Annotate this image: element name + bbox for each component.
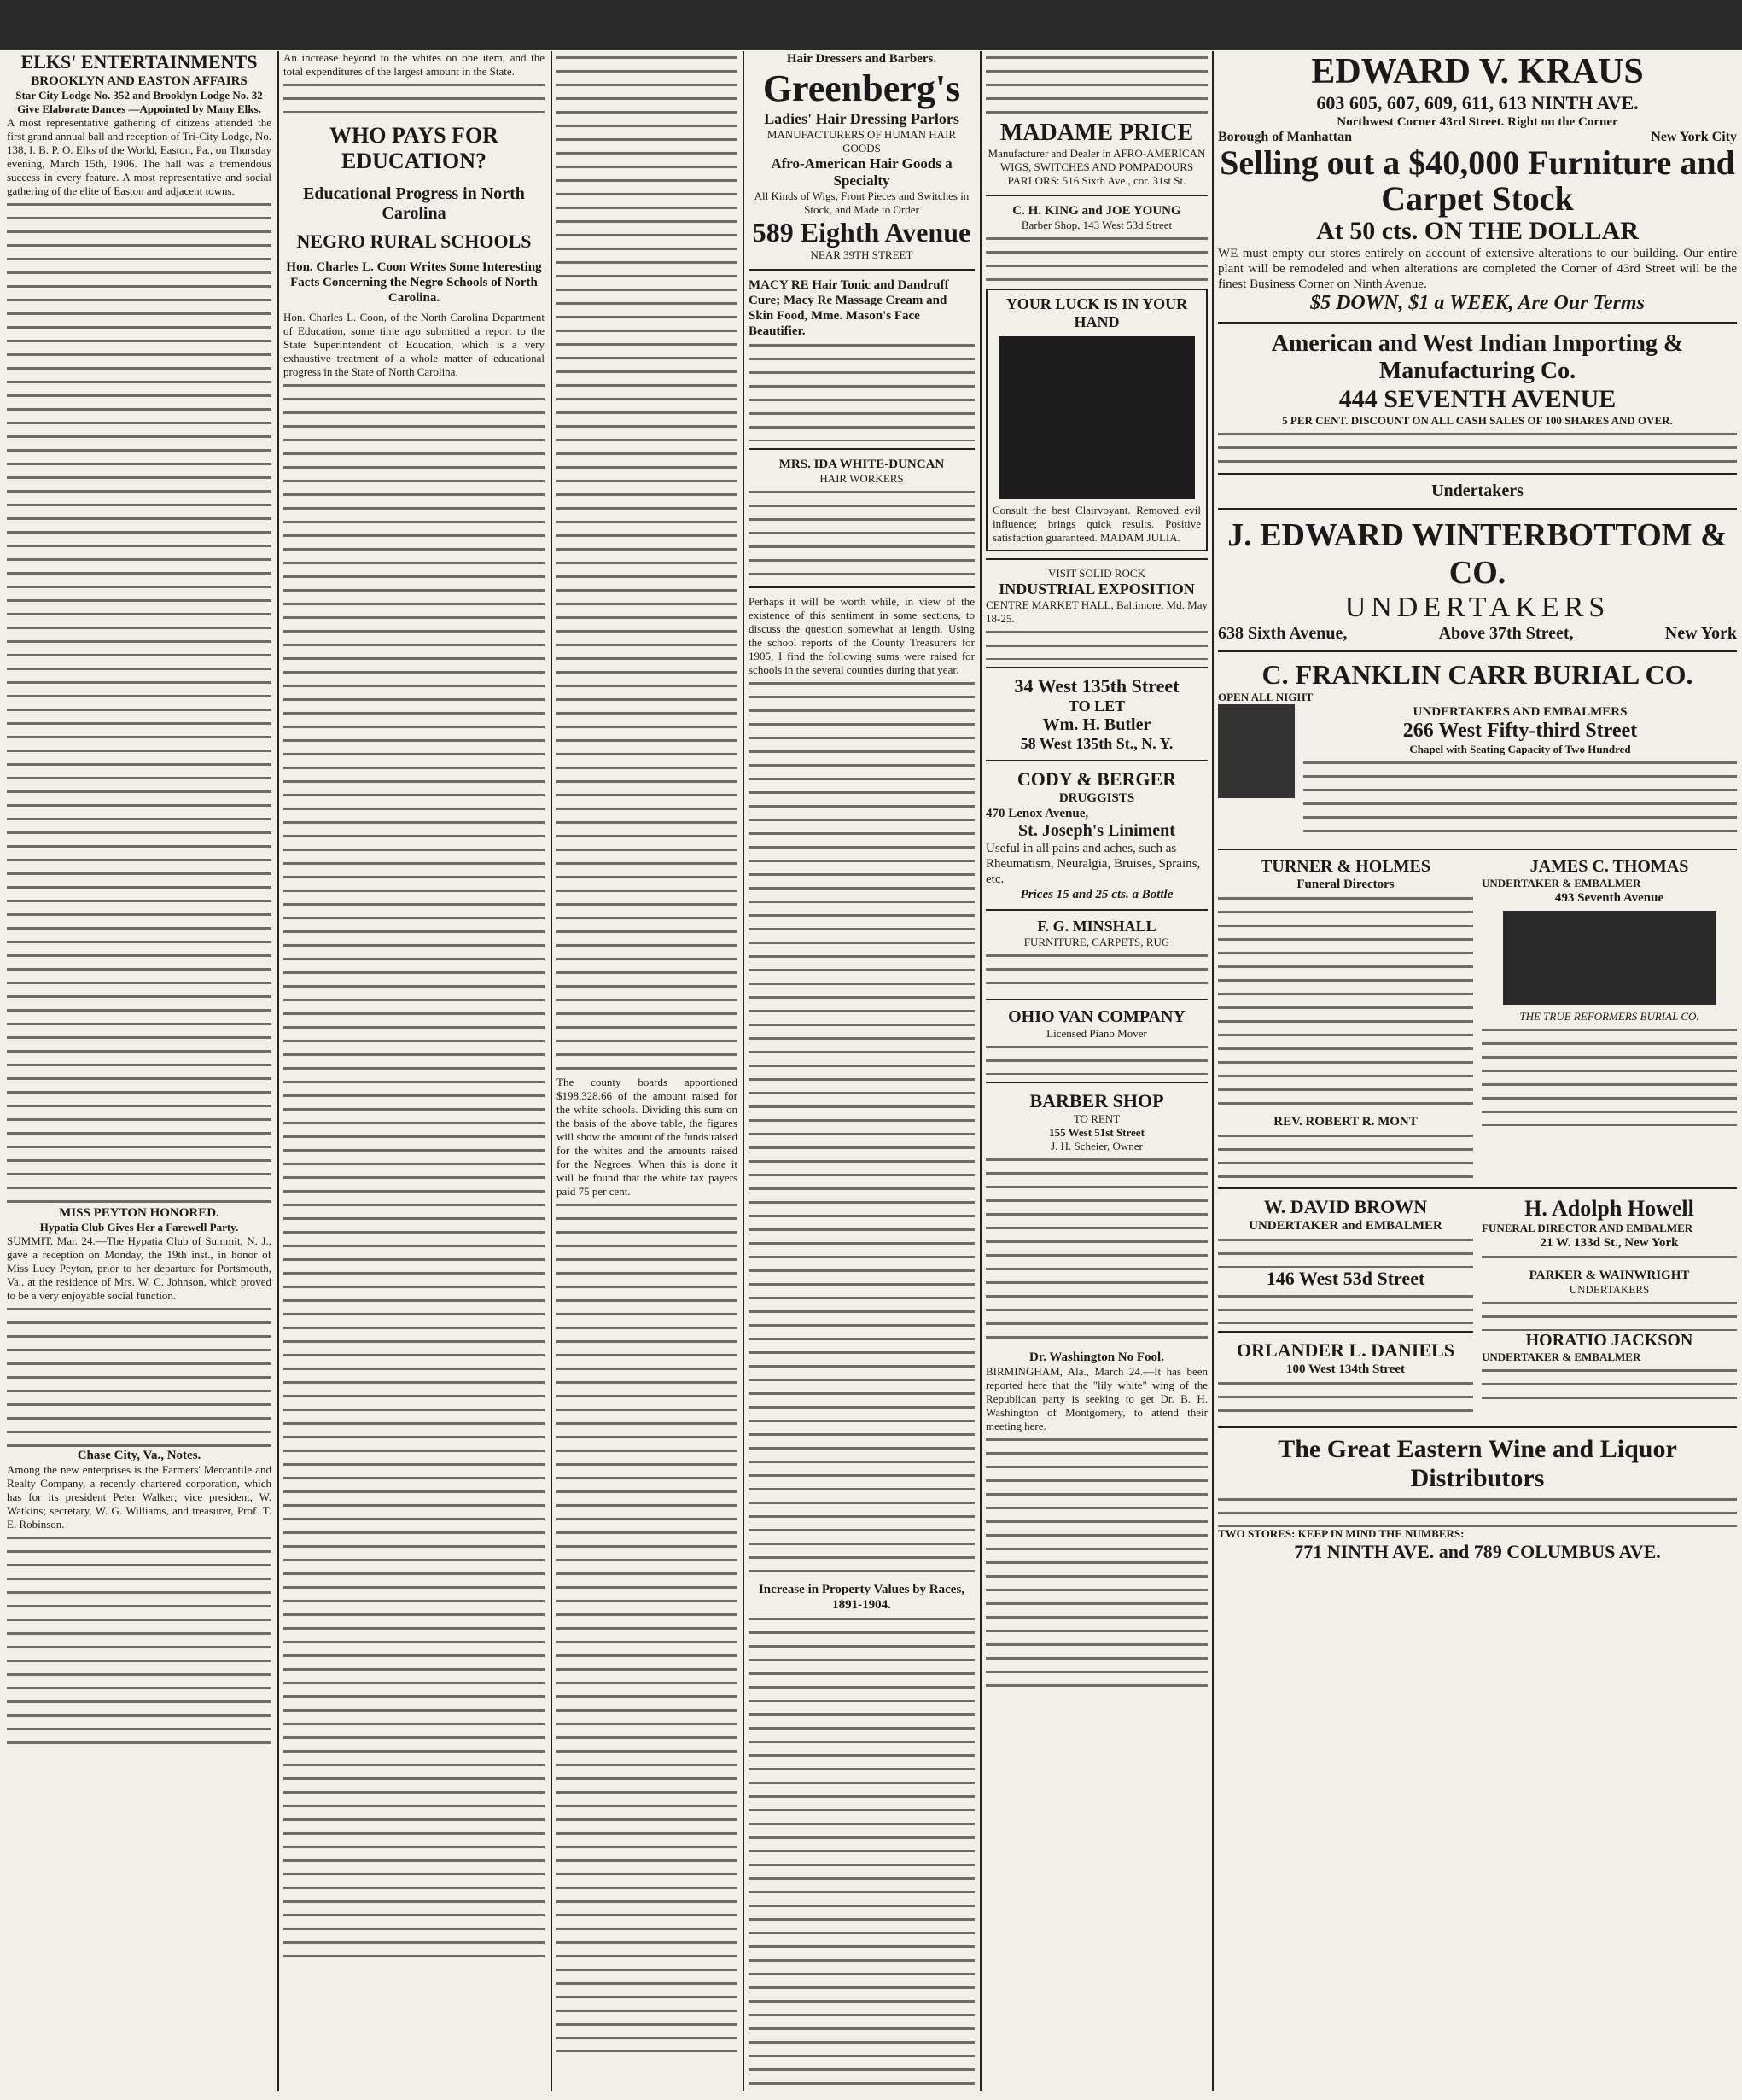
ad-body	[1218, 1290, 1473, 1324]
ad-text: THE TRUE REFORMERS BURIAL CO.	[1519, 1010, 1699, 1023]
ad-address: 100 West 134th Street	[1285, 1362, 1405, 1376]
undertaker-row-2	[1218, 1196, 1737, 1420]
ad-tagline: Funeral Directors	[1296, 878, 1395, 891]
ad-tagline: FUNERAL DIRECTOR AND EMBALMER	[1482, 1222, 1693, 1234]
ad-name: W. DAVID BROWN	[1263, 1196, 1428, 1217]
column-education	[283, 51, 545, 2091]
divider	[1218, 849, 1737, 850]
ad-body	[986, 949, 1208, 992]
ad-text: NEAR 39TH STREET	[810, 248, 913, 261]
ad-body	[1482, 1251, 1737, 1268]
ad-tagline: UNDERTAKER & EMBALMER	[1482, 877, 1641, 890]
column-rule	[277, 51, 279, 2091]
article-text: Perhaps it will be worth while, in view of the existence of this sentiment in some sections, to discuss the question somewhat at length. Using the school reports of the County Treasurers for 1905, I find the following sums were raised for schools in the several counties during that year.	[749, 595, 975, 676]
article-text: SUMMIT, Mar. 24.—The Hypatia Club of Summit, N. J., gave a reception on Monday, the 19th inst., in honor of Miss Lucy Peyton, prior to her departure for Portsmouth, Va., at the residence of Mrs. W. C. Johnson, which proved to be a very enjoyable social function.	[7, 1234, 271, 1302]
divider	[1218, 322, 1737, 324]
divider	[986, 558, 1208, 560]
divider	[986, 667, 1208, 668]
divider	[986, 999, 1208, 1000]
carr-body	[1218, 704, 1737, 842]
heading: WHO PAYS FOR EDUCATION?	[329, 123, 498, 173]
masthead-strip	[0, 0, 1742, 50]
subheading: Hypatia Club Gives Her a Farewell Party.	[39, 1221, 239, 1234]
column-elks	[7, 51, 271, 2091]
heading: ELKS' ENTERTAINMENTS	[20, 51, 258, 73]
article-text: Hon. Charles L. Coon, of the North Carolina Department of Education, some time ago submitted a report to the State Superintendent of Education, which is a very exhaustive treatment of a whole matter of educational progress in the State of North Carolina.	[283, 311, 545, 378]
column-rule	[980, 51, 982, 2091]
ad-body	[1303, 756, 1737, 842]
subheading: NEGRO RURAL SCHOOLS	[296, 230, 532, 252]
ad-body	[986, 232, 1208, 283]
section-label: Undertakers	[1431, 481, 1524, 500]
ad-body	[749, 486, 975, 580]
ad-text: DRUGGISTS	[1058, 791, 1135, 805]
ad-text: J. H. Scheier, Owner	[1051, 1140, 1143, 1152]
divider	[749, 586, 975, 588]
ad-name: EDWARD V. KRAUS	[1311, 52, 1644, 91]
ad-name: REV. ROBERT R. MONT	[1273, 1115, 1418, 1129]
column-rule	[1212, 51, 1214, 2091]
subheading: Educational Progress in North Carolina	[303, 184, 525, 223]
article-body	[7, 198, 271, 1205]
ad-address: 266 West Fifty-third Street	[1402, 720, 1638, 742]
article-body	[986, 1153, 1208, 1350]
undertaker-row	[1218, 857, 1737, 1181]
ad-text: Manufacturer and Dealer in AFRO-AMERICAN WIGS, SWITCHES AND POMPADOURS	[988, 147, 1206, 173]
winter-location	[1218, 624, 1737, 644]
ad-text: Borough of Manhattan	[1218, 130, 1353, 144]
ad-body	[1218, 1493, 1737, 1527]
ad-text: New York	[1664, 624, 1737, 643]
ad-address: 771 NINTH AVE. and 789 COLUMBUS AVE.	[1294, 1541, 1661, 1562]
ad-name: St. Joseph's Liniment	[1018, 821, 1175, 840]
ad-body	[1218, 892, 1473, 1114]
column-rule	[743, 51, 744, 2091]
column-education-cont	[556, 51, 737, 2091]
article-body	[749, 677, 975, 1582]
ad-address: 603 605, 607, 609, 611, 613 NINTH AVE.	[1316, 92, 1639, 114]
brown-ad	[1218, 1196, 1473, 1420]
ad-tagline: Afro-American Hair Goods a Specialty	[771, 155, 953, 189]
subheading: BROOKLYN AND EASTON AFFAIRS	[31, 74, 248, 88]
ad-text: CENTRE MARKET HALL, Baltimore, Md. May 18-25.	[986, 598, 1208, 625]
divider	[986, 1082, 1208, 1083]
ad-name: American and West Indian Importing & Manufacturing Co.	[1271, 330, 1684, 384]
ad-name: BARBER SHOP	[1029, 1090, 1164, 1111]
ad-name: CODY & BERGER	[1017, 768, 1177, 790]
ad-body	[986, 51, 1208, 120]
ad-body	[1218, 1129, 1473, 1181]
ad-name: Wm. H. Butler	[1042, 715, 1151, 734]
ad-text: FURNITURE, CARPETS, RUG	[1023, 936, 1170, 948]
article-body	[986, 1433, 1208, 1689]
column-rule	[551, 51, 552, 2091]
ad-text: OPEN ALL NIGHT	[1218, 691, 1314, 703]
ad-text: All Kinds of Wigs, Front Pieces and Switches in Stock, and Made to Order	[754, 190, 970, 216]
section-label: Hair Dressers and Barbers.	[786, 52, 937, 66]
divider	[749, 269, 975, 271]
ad-text: WE must empty our stores entirely on account of extensive alterations to our building. Our entire plant will be remodeled and when alterations are completed the Corner of 43rd Street will be the finest Business Corner on Ninth Avenue.	[1218, 247, 1737, 291]
ad-name: Greenberg's	[762, 67, 961, 109]
carr-portrait	[1218, 704, 1295, 798]
ad-address: 21 W. 133d St., New York	[1540, 1236, 1679, 1250]
hearse-illustration	[1503, 911, 1716, 1005]
ad-price: $5 DOWN, $1 a WEEK, Are Our Terms	[1310, 292, 1645, 314]
ad-text: MANUFACTURERS OF HUMAN HAIR GOODS	[766, 128, 957, 155]
ad-address: 34 West 135th Street	[1014, 675, 1180, 697]
ad-tagline: UNDERTAKER and EMBALMER	[1249, 1219, 1442, 1233]
ad-name: JAMES C. THOMAS	[1529, 857, 1689, 876]
article-text: The county boards apportioned $198,328.66 of the amount raised for the white schools. Dividing this sum on the basis of the above table, the figures will show the amount of the funds raised for the whites and the amounts raised for the Negroes. When this is done it will be found that the white tax payers paid 75 per cent.	[556, 1076, 737, 1198]
ad-text: New York City	[1651, 130, 1737, 144]
thomas-ad	[1482, 857, 1737, 1181]
ad-text: Consult the best Clairvoyant. Removed evil influence; brings quick results. Positive satisfaction guaranteed. MADAM JULIA.	[993, 504, 1201, 544]
intro: Star City Lodge No. 352 and Brooklyn Lodge No. 32 Give Elaborate Dances —Appointed by Many Elks.	[15, 89, 263, 115]
ad-name: INDUSTRIAL EXPOSITION	[999, 580, 1195, 598]
divider	[1218, 650, 1737, 652]
ad-name: C. FRANKLIN CARR BURIAL CO.	[1261, 659, 1693, 690]
ad-name: HORATIO JACKSON	[1525, 1331, 1693, 1350]
ad-text: 5 PER CENT. DISCOUNT ON ALL CASH SALES OF 100 SHARES AND OVER.	[1282, 414, 1673, 427]
ad-name: PARKER & WAINWRIGHT	[1529, 1269, 1690, 1282]
turner-ad	[1218, 857, 1473, 1181]
article-body	[283, 379, 545, 1958]
ad-address: 493 Seventh Avenue	[1554, 891, 1664, 905]
article-body	[556, 51, 737, 1076]
ad-text: PARLORS: 516 Sixth Ave., cor. 31st St.	[1007, 174, 1186, 187]
ad-name: MRS. IDA WHITE-DUNCAN	[778, 458, 945, 471]
ad-name: ORLANDER L. DANIELS	[1237, 1339, 1454, 1361]
ad-tagline: Ladies' Hair Dressing Parlors	[764, 110, 959, 127]
subheading: Chase City, Va., Notes.	[77, 1449, 201, 1462]
ad-address: 444 SEVENTH AVENUE	[1338, 385, 1617, 413]
divider	[986, 909, 1208, 911]
article-text: BIRMINGHAM, Ala., March 24.—It has been reported here that the "lily white" wing of the Republican party is seeking to get Dr. B. H. Washington of Montgomery, to attend their meeting here.	[986, 1365, 1208, 1432]
ad-name: C. H. KING and JOE YOUNG	[1012, 204, 1181, 218]
article-text: A most representative gathering of citizens attended the first grand annual ball and reception of Tri-City Lodge, No. 138, I. B. P. O. Elks of the World, Easton, Pa., on Thursday evening, March 15th, 1906. The hall was a tremendous success in every feature. A most representative and social gathering of the elite of Easton and adjacent towns.	[7, 116, 271, 197]
ad-tagline: UNDERTAKER & EMBALMER	[1482, 1350, 1641, 1363]
divider	[1218, 508, 1737, 510]
carr-text	[1303, 704, 1737, 842]
ad-address: 589 Eighth Avenue	[752, 217, 971, 248]
article-body	[7, 1303, 271, 1448]
ad-text: Above 37th Street,	[1438, 624, 1574, 643]
column-ads	[986, 51, 1208, 2091]
ad-body	[1218, 1377, 1473, 1420]
divider	[986, 195, 1208, 196]
ad-body	[1482, 1364, 1737, 1407]
luck-ad	[986, 289, 1208, 551]
ad-text: HAIR WORKERS	[819, 472, 904, 485]
ad-address: 155 West 51st Street	[1049, 1126, 1145, 1139]
divider	[1218, 1426, 1737, 1428]
ad-tagline: UNDERTAKERS	[1569, 1283, 1650, 1296]
divider	[986, 760, 1208, 761]
subheading: Hon. Charles L. Coon Writes Some Interesting Facts Concerning the Negro Schools of North Carolina.	[286, 260, 542, 305]
article-text: Among the new enterprises is the Farmers' Mercantile and Realty Company, a recently chartered corporation, which has for its president Peter Walker; vice president, W. Watkins; secretary, W. G. Williams, and treasurer, Prof. T. E. Robinson.	[7, 1463, 271, 1531]
ad-name: TO LET	[1068, 697, 1126, 715]
ad-name: The Great Eastern Wine and Liquor Distributors	[1278, 1435, 1677, 1492]
divider	[749, 448, 975, 450]
ad-text: Licensed Piano Mover	[1046, 1027, 1147, 1040]
ad-text: VISIT SOLID ROCK	[1048, 567, 1145, 580]
ad-body	[1218, 428, 1737, 466]
ad-price: Prices 15 and 25 cts. a Bottle	[1020, 888, 1174, 901]
ad-body	[749, 339, 975, 441]
ad-name: TURNER & HOLMES	[1261, 857, 1430, 876]
ad-tagline: UNDERTAKERS AND EMBALMERS	[1413, 705, 1628, 719]
ad-text: Northwest Corner 43rd Street. Right on the Corner	[1337, 115, 1618, 129]
ad-name: F. G. MINSHALL	[1037, 918, 1156, 935]
ad-text: TO RENT	[1073, 1112, 1121, 1125]
ad-address: 146 West 53d Street	[1266, 1268, 1425, 1289]
article-text: An increase beyond to the whites on one item, and the total expenditures of the largest amount in the State.	[283, 51, 545, 78]
article-body	[556, 1199, 737, 2052]
clairvoyant-portrait	[999, 336, 1195, 499]
ad-text: TWO STORES: KEEP IN MIND THE NUMBERS:	[1218, 1527, 1465, 1540]
ad-text: MACY RE Hair Tonic and Dandruff Cure; Macy Re Massage Cream and Skin Food, Mme. Mason's Face Beautifier.	[749, 278, 949, 338]
ad-name: H. Adolph Howell	[1524, 1196, 1694, 1221]
ad-body	[986, 1041, 1208, 1075]
column-right-ads	[1218, 51, 1737, 2091]
ad-address: 470 Lenox Avenue,	[986, 807, 1089, 820]
table-title: Increase in Property Values by Races, 1891-1904.	[758, 1583, 965, 1612]
ad-address: 58 West 135th St., N. Y.	[1020, 735, 1174, 752]
column-hair	[749, 51, 975, 2091]
ad-name: MADAME PRICE	[999, 120, 1194, 146]
article-body	[283, 79, 545, 113]
ad-name: YOUR LUCK IS IN YOUR HAND	[1005, 295, 1188, 330]
ad-body	[986, 626, 1208, 660]
ad-name: OHIO VAN COMPANY	[1008, 1007, 1186, 1026]
ad-text: Chapel with Seating Capacity of Two Hundred	[1409, 743, 1631, 755]
ad-body	[1482, 1297, 1737, 1331]
ad-tagline: UNDERTAKERS	[1344, 592, 1611, 623]
ad-headline: Selling out a $40,000 Furniture and Carpet Stock	[1220, 143, 1735, 218]
ad-address: 638 Sixth Avenue,	[1218, 624, 1348, 643]
ad-body	[1218, 1234, 1473, 1268]
ad-body	[1482, 1024, 1737, 1126]
subheading: Dr. Washington No Fool.	[1029, 1350, 1164, 1364]
article-body	[749, 1613, 975, 2091]
ad-headline: At 50 cts. ON THE DOLLAR	[1316, 217, 1639, 245]
subheading: MISS PEYTON HONORED.	[59, 1206, 219, 1220]
ad-text: Barber Shop, 143 West 53d Street	[1021, 219, 1173, 231]
ad-name: J. EDWARD WINTERBOTTOM & CO.	[1227, 517, 1727, 591]
divider	[1218, 1187, 1737, 1189]
divider	[1218, 1331, 1473, 1333]
divider	[1218, 473, 1737, 475]
ad-text: Useful in all pains and aches, such as Rheumatism, Neuralgia, Bruises, Sprains, etc.	[986, 842, 1201, 886]
howell-ad	[1482, 1196, 1737, 1420]
article-body	[7, 1531, 271, 1753]
